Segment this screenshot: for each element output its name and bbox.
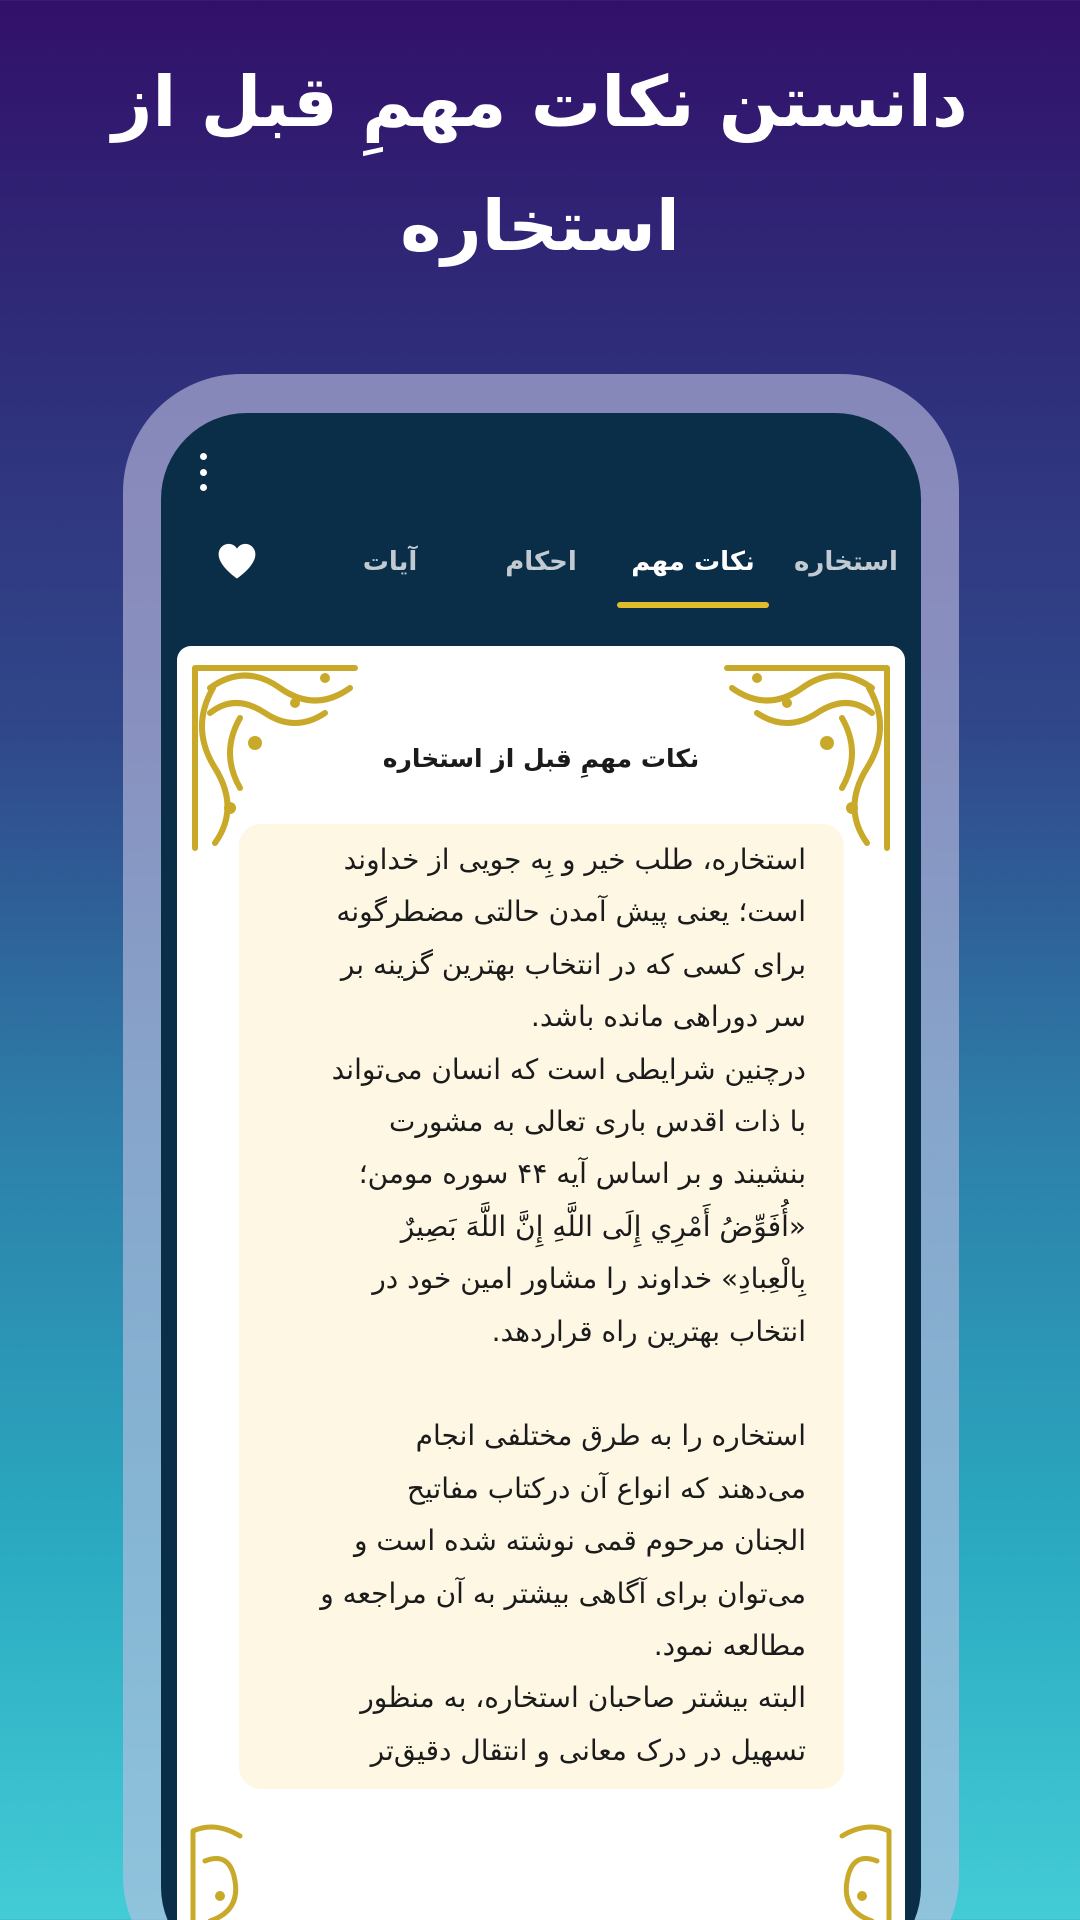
vertical-dots-icon[interactable] [193,453,213,491]
text-line: انتخاب بهترین راه قراردهد. [491,1314,806,1348]
text-line: بِالْعِبادِ» خداوند را مشاور امین خود در [372,1262,806,1296]
text-line: می‌دهند که انواع آن درکتاب مفاتیح [406,1471,806,1505]
text-line: استخاره را به طرق مختلفی انجام [415,1419,806,1453]
text-line: الجنان مرحوم قمی نوشته شده است و [353,1524,806,1558]
text-line: درچنین شرایطی است که انسان می‌تواند [331,1052,806,1086]
text-line: سر دوراهی مانده باشد. [530,1000,806,1034]
text-line: استخاره، طلب خیر و بِه جویی از خداوند [343,843,806,876]
headline-line-1: دانستن نکات مهمِ قبل از [112,61,968,143]
tab-bar [161,523,921,613]
active-tab-indicator [617,602,769,608]
paragraph [239,1672,844,1777]
paragraph [239,1410,844,1672]
paragraph [239,824,844,1044]
text-line: البته بیشتر صاحبان استخاره، به منظور [360,1681,806,1715]
text-line: «أُفَوِّضُ أَمْرِي إِلَى اللَّهِ إِنَّ اللَّهَ بَصِيرٌ [400,1209,806,1243]
text-line: برای کسی که در انتخاب بهترین گزینه بر [340,947,806,981]
content-card [177,646,905,1920]
card-title: نکات مهمِ قبل از استخاره [382,744,700,773]
tab-important-notes[interactable]: نکات مهم [631,547,755,577]
heart-icon[interactable] [216,541,258,581]
text-line: است؛ یعنی پیش آمدن حالتی مضطرگونه [336,895,806,929]
calligraphy-ornament [185,1821,255,1920]
content-text-box [239,824,844,1789]
text-line: می‌توان برای آگاهی بیشتر به آن مراجعه و [320,1576,806,1610]
text-line: با ذات اقدس باری تعالی به مشورت [389,1105,806,1139]
tab-verses[interactable]: آیات [362,547,418,577]
promo-headline [0,40,1080,288]
tab-rulings[interactable]: احکام [505,547,577,577]
text-line: بنشیند و بر اساس آیه ۴۴ سوره مومن؛ [358,1157,806,1191]
paragraph [239,1044,844,1358]
text-line: تسهیل در درک معانی و انتقال دقیق‌تر [370,1733,806,1767]
headline-line-2: استخاره [400,185,680,267]
calligraphy-ornament [827,1821,897,1920]
phone-screen [161,413,921,1920]
text-line: مطالعه نمود. [653,1629,806,1663]
tab-istikhara[interactable]: استخاره [794,547,898,577]
